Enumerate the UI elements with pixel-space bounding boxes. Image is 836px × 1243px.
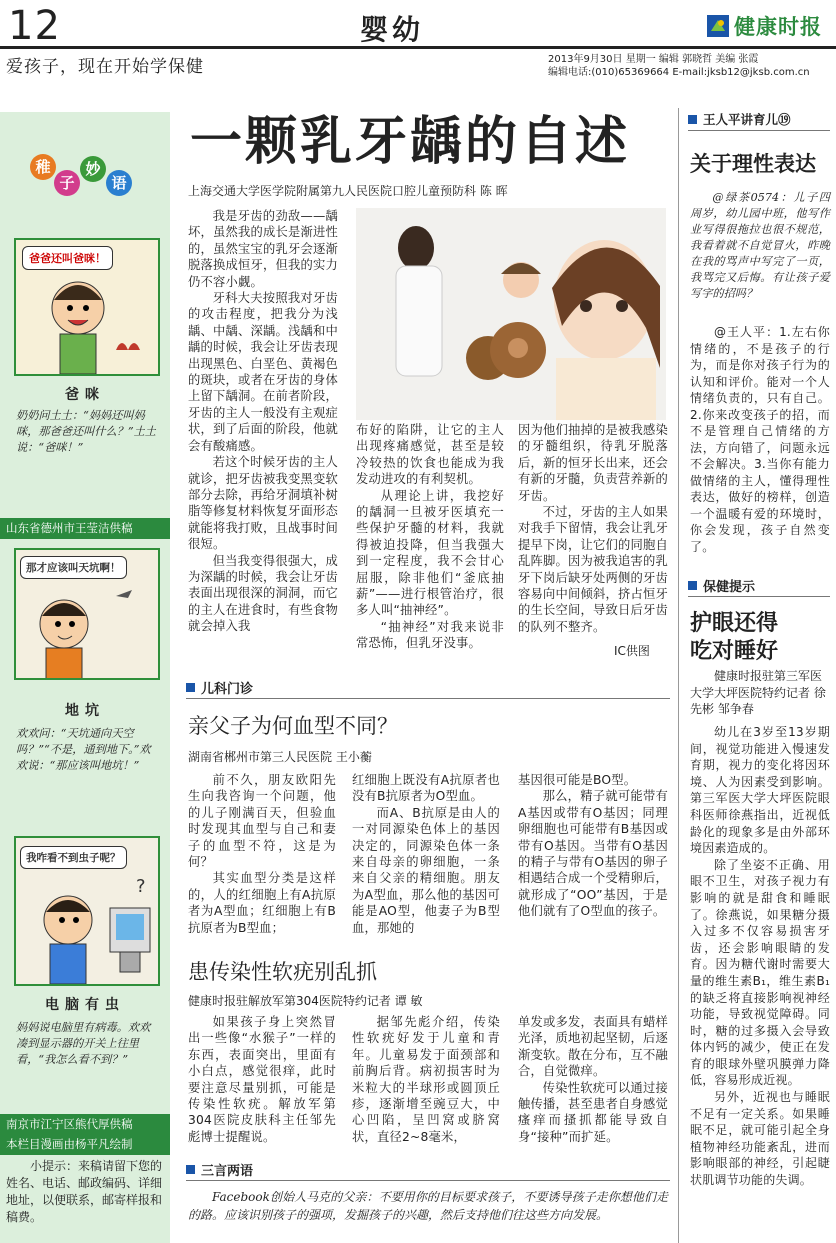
contributor-tip: 小提示：来稿请留下您的姓名、电话、邮政编码、详细地址，以便联系，邮寄样报和稿费。 — [6, 1159, 163, 1224]
column-divider — [678, 108, 679, 1243]
square-bullet-icon — [186, 1165, 195, 1174]
dentist-and-child-photo — [356, 208, 666, 420]
article-2-col-2 — [352, 1014, 500, 1154]
cartoon-3-credit: 本栏目漫画由杨平凡绘制 — [0, 1134, 170, 1155]
paragraph: 从理论上讲，我挖好的龋洞一旦被牙医填充一些保护牙髓的材料，我就得被迫投降，但当我强大到一定程度，我不会甘心屈服，除非他们“釜底抽薪”——进行根管治疗，很多人叫“抽神经”。 — [356, 488, 504, 618]
paragraph: 不过，牙齿的主人如果对我手下留情，我会让乳牙提早下岗，让它们的同胞自乱阵脚。因为被我追害的乳牙下岗后缺牙处两侧的牙齿容易向中间倾斜，挤占恒牙的生长空间，导致日后牙齿的队列不整齐。 — [518, 505, 668, 634]
paragraph: 红细胞上既没有A抗原者也没有B抗原者为O型血。 — [352, 773, 500, 804]
page-number: 12 — [8, 3, 61, 49]
paragraph: 若这个时候牙齿的主人就诊，把牙齿被我变黑变软部分去除，再给牙洞填补树脂等修复材料恢复牙面形态就能将我打败，且战事时间很短。 — [188, 455, 338, 552]
paragraph: 但当我变得很强大，成为深龋的时候，我会让牙齿表面出现很深的洞洞，而它的主人在进食时，有些食物就会掉入我 — [188, 553, 338, 634]
brand-logo — [706, 12, 828, 40]
square-bullet-icon — [186, 683, 195, 692]
contact-line: 编辑电话:(010)65369664 E-mail:jksb12@jksb.com.cn — [548, 67, 810, 78]
header-rule — [0, 46, 836, 49]
article-headline: 吃对睡好 — [690, 638, 779, 664]
article-byline: 健康时报驻解放军第304医院特约记者 谭 敏 — [188, 994, 423, 1008]
paragraph: “抽神经”对我来说非常恐怖，但乳牙没事。 — [356, 619, 504, 651]
cartoon-1 — [14, 238, 160, 376]
article-2-col-1 — [188, 1014, 336, 1154]
square-bullet-icon — [688, 115, 697, 124]
article-1-col-1 — [188, 772, 336, 952]
section-bar-wang — [688, 110, 830, 128]
paragraph: 而A、B抗原是由人的一对同源染色体上的基因决定的，同源染色体一条来自母亲的卵细胞，一条来自父亲的精细胞。朋友为A型血，那么他的基因可能是AO型，他妻子为B型血，那她的 — [352, 805, 500, 935]
cartoon-3-text: 妈妈说电脑里有病毒。欢欢凑到显示器的开关上往里看，“我怎么看不到？” — [16, 1021, 151, 1066]
speech-bubble: 爸爸还叫爸咪！ — [22, 246, 113, 270]
cartoon-1-text: 奶奶问土土：“妈妈还叫妈咪，那爸爸还叫什么？”土土说：“爸咪！” — [16, 409, 156, 454]
quote-text: Facebook创始人马克的父亲：不要用你的目标要求孩子，不要诱导孩子走你想他们走的路。应该识别孩子的强项，发掘孩子的兴趣，然后支持他们往这些方向发展。 — [188, 1190, 668, 1222]
square-bullet-icon — [688, 581, 697, 590]
badge-char: 子 — [54, 170, 80, 196]
main-byline: 上海交通大学医学院附属第九人民医院口腔儿童预防科 陈 晖 — [188, 184, 508, 198]
cartoon-3-credit: 南京市江宁区熊代厚供稿 — [0, 1114, 170, 1135]
section-bar-quotes — [186, 1160, 670, 1178]
main-col-1 — [188, 208, 338, 668]
logo-icon — [706, 14, 730, 38]
paragraph: 那么，精子就可能带有A基因或带有O基因；同理卵细胞也可能带有B基因或带有O基因。当带有O基因的精子与带有O基因的卵子相遇结合成一个受精卵后，就形成了“OO”基因，于是他们就有了O型血的孩子。 — [518, 789, 668, 919]
svg-text:?: ? — [136, 876, 146, 897]
article-1-col-2 — [352, 772, 500, 952]
article-headline: 亲父子为何血型不同？ — [188, 714, 398, 738]
paragraph: @王人平：1.左右你情绪的，不是孩子的行为，而是你对孩子行为的认知和评价。能对一个人情绪负责的，只有自己。2.你来改变孩子的招，而不是管理自己情绪的方法，方向错了，问题永远不会解决。3.当你有能力做情绪的主人，懂得理性表达，做好的榜样，创造一个温暖有爱的环境时，你会发现，孩子自然变了。 — [690, 325, 830, 554]
paragraph: 前不久，朋友欧阳先生向我咨询一个问题，他的儿子刚满百天，但验血时发现其血型与自己和妻子的血型不符，这是为何？ — [188, 773, 336, 870]
section-bar-health-tip — [688, 576, 830, 594]
paragraph: 另外，近视也与睡眠不足有一定关系。如果睡眠不足，就可能引起全身植物神经功能紊乱，进而影响眼部的神经，引起睫状肌调节功能的失调。 — [690, 1090, 830, 1188]
badge-char: 语 — [106, 170, 132, 196]
photo-credit: IC供图 — [614, 644, 650, 658]
cartoon-2-title: 地坑 — [65, 703, 105, 719]
section-label: 儿科门诊 — [201, 681, 254, 697]
paragraph: 布好的陷阱，让它的主人出现疼痛感觉，甚至是较冷较热的饮食也能成为我发动进攻的有利契机。 — [356, 423, 504, 487]
paragraph: 基因很可能是BO型。 — [518, 773, 637, 787]
article-byline: 湖南省郴州市第三人民医院 王小蘅 — [188, 750, 372, 764]
speech-bubble: 我咋看不到虫子呢？ — [20, 846, 127, 869]
paragraph: 因为他们抽掉的是被我感染的牙髓组织，待乳牙脱落后，新的恒牙长出来，还会有新的牙髓，负责营养新的牙齿。 — [518, 423, 668, 503]
cartoon-2 — [14, 548, 160, 680]
section-bar-pediatric — [186, 678, 670, 696]
article-headline: 关于理性表达 — [690, 151, 816, 176]
article-2-col-3 — [518, 1014, 668, 1154]
section-label: 王人平讲育儿⑲ — [703, 112, 791, 127]
cartoon-1-title: 爸咪 — [65, 387, 105, 403]
cartoon-3-title: 电脑有虫 — [45, 997, 125, 1013]
paragraph: 传染性软疣可以通过接触传播，甚至患者自身感觉瘙痒而搔抓都能导致自身“接种”而扩延。 — [518, 1080, 668, 1144]
main-headline: 一颗乳牙龋的自述 — [190, 111, 631, 172]
paragraph: 如果孩子身上突然冒出一些像“水猴子”一样的东西，表面突出，里面有小白点，感觉很痒，此时要注意尽量别抓，可能是传染性软疣。解放军第304医院皮肤科主任邹先彪博士提醒说。 — [188, 1015, 336, 1144]
main-col-3 — [518, 422, 668, 662]
health-tip-body — [690, 724, 830, 1240]
brand-name: 健康时报 — [734, 14, 822, 39]
article-1-col-3 — [518, 772, 668, 952]
date-line: 2013年9月30日 星期一 编辑 郭晓哲 美编 张霞 — [548, 54, 759, 65]
paragraph: 据邹先彪介绍，传染性软疣好发于儿童和青年。儿童易发于面颈部和前胸后背。病初损害时为米粒大的半球形或圆顶丘疹，逐渐增至豌豆大，中心凹陷，呈凹窝或脐窝状，直径2~8毫米， — [352, 1015, 500, 1144]
article-headline: 护眼还得 — [690, 610, 779, 636]
badge-char: 稚 — [30, 154, 56, 180]
paragraph: 我是牙齿的劲敌——龋坏，虽然我的成长是渐进性的，虽然宝宝的乳牙会逐渐脱落换成恒牙，但我的实力仍不容小觑。 — [188, 209, 338, 289]
article-headline: 患传染性软疣别乱抓 — [188, 960, 377, 984]
paragraph: 幼儿在3岁至13岁期间，视觉功能进入慢速发育期，视力的变化将因环境、人为因素受到影响。第三军医大学大坪医院眼科医师徐燕指出，近视低龄化的现象多是由外部环境因素造成的。 — [690, 725, 830, 856]
paragraph: 牙科大夫按照我对牙齿的攻击程度，把我分为浅龋、中龋、深龋。浅龋和中龋的时候，我会让牙齿表现出现黑色、白垩色、黄褐色的斑块，或者在牙齿的身体上留下龋洞。在前者阶段，牙齿的主人一般没有主观症状，到了后面的阶段，他就会有酸痛感。 — [188, 291, 338, 453]
badge-char: 妙 — [80, 156, 106, 182]
section-title: 婴幼 — [360, 13, 425, 46]
cartoon-3 — [14, 836, 160, 986]
main-col-2 — [356, 422, 504, 662]
speech-bubble: 那才应该叫天坑啊！ — [20, 556, 127, 579]
slogan: 爱孩子，现在开始学保健 — [6, 57, 204, 77]
section-label: 保健提示 — [703, 579, 756, 595]
article-byline: 健康时报驻第三军医大学大坪医院特约记者 徐先彬 邹争春 — [690, 669, 826, 716]
section-label: 三言两语 — [201, 1163, 254, 1179]
paragraph: 其实血型分类是这样的，人的红细胞上有A抗原者为A型血；红细胞上有B抗原者为B型血； — [188, 871, 336, 935]
expert-answer — [690, 324, 830, 555]
paragraph: 单发或多发，表面具有蜡样光泽，质地初起坚韧，后逐渐变软。散在分布，互不融合，自觉微痒。 — [518, 1015, 668, 1079]
main-photo — [356, 208, 666, 420]
cartoon-2-text: 欢欢问：“天坑通向天空吗？”“不是，通到地下。”欢欢说：“那应该叫地坑！” — [16, 727, 151, 772]
sidebar-badge — [30, 148, 140, 204]
reader-question: @绿茶0574：儿子四周岁，幼儿园中班，他写作业写得很拖拉也很不规范，我看着就不自觉冒火，昨晚在我的骂声中写完了一页，我骂完又后悔。有让孩子爱写字的招吗？ — [690, 191, 830, 300]
cartoon-1-credit: 山东省德州市王莹洁供稿 — [0, 518, 170, 539]
paragraph: 除了坐姿不正确、用眼不卫生，对孩子视力有影响的就是甜食和睡眠了。徐燕说，如果糖分摄入过多不仅容易损害牙齿，还会影响眼睛的发育。因为糖代谢时需要大量的维生素B₁，维生素B₁的缺乏将直接影响视神经功能，导致视觉障碍。同时，糖的过多摄入会导致体内钙的减少，使正在发育的眼球外壁巩膜弹力降低，容易形成近视。 — [690, 857, 830, 1088]
